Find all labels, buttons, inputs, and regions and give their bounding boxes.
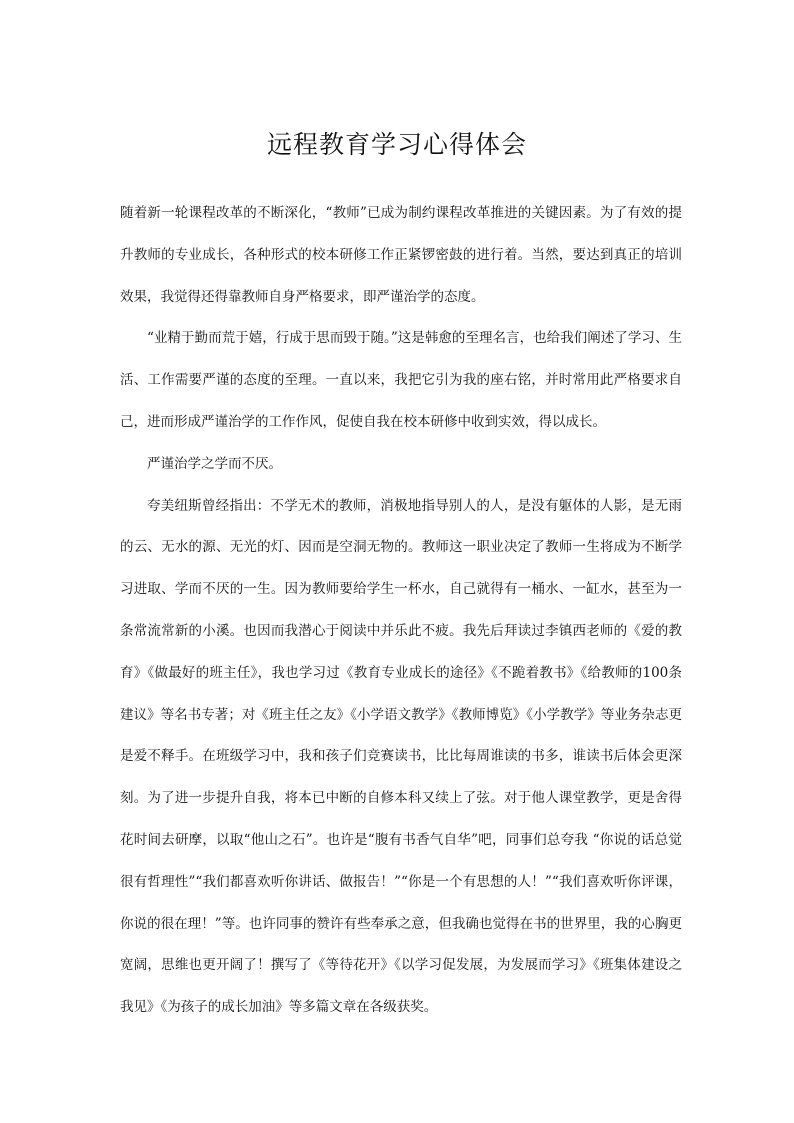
paragraph-quote: “业精于勤而荒于嬉，行成于思而毁于随。”这是韩愈的至理名言，也给我们阐述了学习、生活、工作需要严谨的态度的至理。一直以来，我把它引为我的座右铭，并时常用此严格要求自己，进而形成严谨治学的工作作风，促使自我在校本研修中收到实效，得以成长。: [120, 330, 682, 430]
document-title: 远程教育学习心得体会: [266, 130, 527, 159]
paragraph-reading: 夸美纽斯曾经指出：不学无术的教师，消极地指导别人的人，是没有躯体的人影，是无雨的云、无水的源、无光的灯、因而是空洞无物的。教师这一职业决定了教师一生将成为不断学习进取、学而不厌的一生。因为教师要给学生一杯水，自己就得有一桶水、一缸水，甚至为一条常流常新的小溪。也因而我潜心于阅读中并乐此不疲。我先后拜读过李镇西老师的《爱的教育》《做最好的班主任》，我也学习过《教育专业成长的途径》《不跪着教书》《给教师的100条建议》等名书专著；对《班主任之友》《小学语文教学》《教师博览》《小学教学》等业务杂志更是爱不释手。在班级学习中，我和孩子们竞赛读书，比比每周谁读的书多，谁读书后体会更深刻。为了进一步提升自我，将本已中断的自修本科又续上了弦。对于他人课堂教学，更是舍得花时间去研摩，以取“他山之石”。也许是“腹有书香气自华”吧，同事们总夸我 “你说的话总觉很有哲理性”“我们都喜欢听你讲话、做报告！”“你是一个有思想的人！”“我们喜欢听你评课，你说的很在理！”等。也许同事的赞许有些奉承之意，但我确也觉得在书的世界里，我的心胸更宽阔，思维也更开阔了！撰写了《等待花开》《以学习促发展，为发展而学习》《班集体建设之我见》《为孩子的成长加油》等多篇文章在各级获奖。: [120, 497, 682, 1016]
paragraph-subheading: 严谨治学之学而不厌。: [147, 455, 282, 472]
paragraph-intro: 随着新一轮课程改革的不断深化，“教师”已成为制约课程改革推进的关键因素。为了有效的提升教师的专业成长，各种形式的校本研修工作正紧锣密鼓的进行着。当然，要达到真正的培训效果，我觉得还得靠教师自身严格要求，即严谨治学的态度。: [120, 205, 682, 305]
document-body: [120, 193, 682, 1029]
